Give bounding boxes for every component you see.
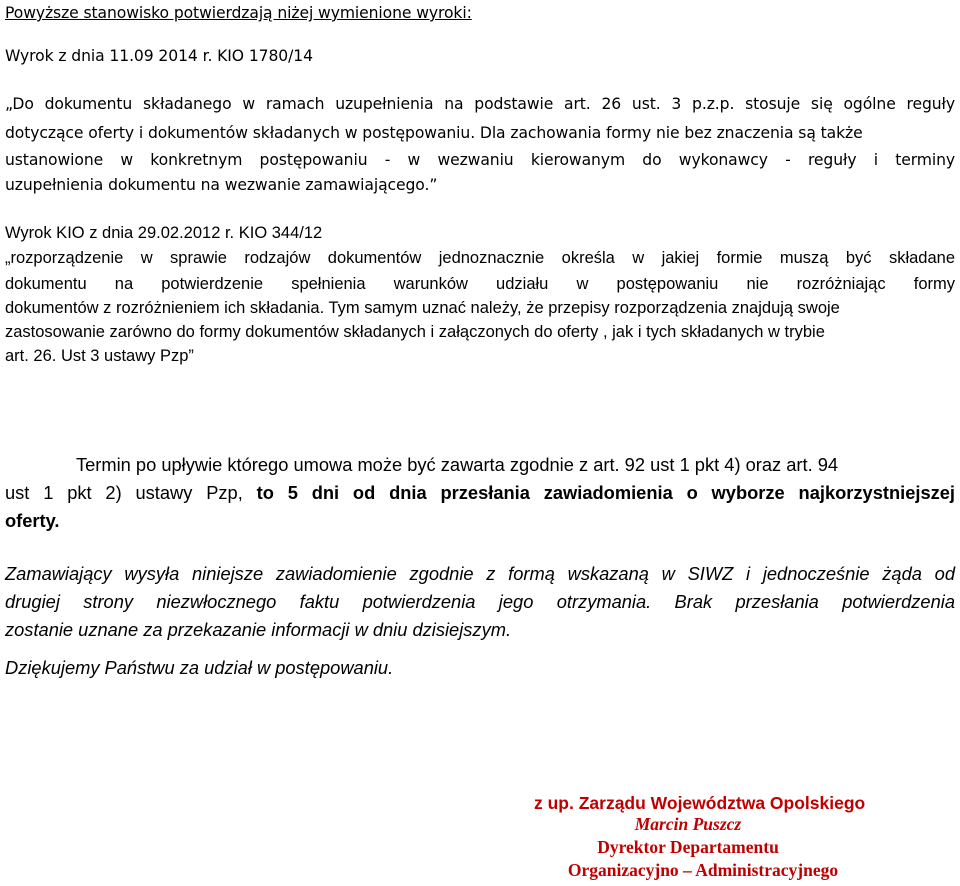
ruling1-title: Wyrok z dnia 11.09 2014 r. KIO 1780/14 [5, 47, 313, 65]
ruling2-title: Wyrok KIO z dnia 29.02.2012 r. KIO 344/12 [5, 224, 323, 242]
term-line-2 [5, 482, 955, 504]
signature-name: Marcin Puszcz [634, 814, 742, 834]
notice-thanks: Dziękujemy Państwu za udział w postępowaniu. [5, 657, 394, 678]
term-line-2-normal: ust 1 pkt 2) ustawy Pzp, [5, 482, 257, 503]
term-line-3: oferty. [5, 510, 60, 531]
signature-on-behalf: z up. Zarządu Województwa Opolskiego [534, 793, 866, 813]
ruling2-line-3: dokumentów z rozróżnieniem ich składania. Tym samym uznać należy, że przepisy rozporządzenia znajdują swoje [5, 299, 840, 317]
notice-line-2: drugiej strony niezwłocznego faktu potwierdzenia jego otrzymania. Brak przesłania potwierdzenia [5, 591, 955, 612]
ruling2-line-2: dokumentu na potwierdzenie spełnienia warunków udziału w postępowaniu nie rozróżniając formy [5, 275, 955, 293]
notice-line-3: zostanie uznane za przekazanie informacji w dniu dzisiejszym. [5, 619, 512, 640]
term-line-1: Termin po upływie którego umowa może być zawarta zgodnie z art. 92 ust 1 pkt 4) oraz art. 94 [76, 454, 839, 475]
ruling1-line-2: dotyczące oferty i dokumentów składanych w postępowaniu. Dla zachowania formy nie bez znaczenia są także [5, 124, 863, 142]
ruling2-line-1: „rozporządzenie w sprawie rodzajów dokumentów jednoznacznie określa w jakiej formie muszą być składane [5, 249, 955, 267]
signature-department: Organizacyjno – Administracyjnego [567, 860, 839, 880]
header-text: Powyższe stanowisko potwierdzają niżej wymienione wyroki: [5, 4, 472, 22]
signature-position: Dyrektor Departamentu [597, 837, 779, 857]
notice-line-1: Zamawiający wysyła niniejsze zawiadomienie zgodnie z formą wskazaną w SIWZ i jednocześnie żąda od [5, 563, 955, 584]
ruling2-line-5: art. 26. Ust 3 ustawy Pzp” [5, 347, 194, 365]
term-line-2-bold: to 5 dni od dnia przesłania zawiadomienia o wyborze najkorzystniejszej [256, 482, 955, 503]
ruling1-line-1: „Do dokumentu składanego w ramach uzupełnienia na podstawie art. 26 ust. 3 p.z.p. stosuje się ogólne reguły [5, 95, 955, 113]
ruling2-line-4: zastosowanie zarówno do formy dokumentów składanych i załączonych do oferty , jak i tych składanych w trybie [5, 323, 825, 341]
ruling1-line-4: uzupełnienia dokumentu na wezwanie zamawiającego.” [5, 176, 438, 194]
ruling1-line-3: ustanowione w konkretnym postępowaniu - w wezwaniu kierowanym do wykonawcy - reguły i terminy [5, 151, 955, 169]
